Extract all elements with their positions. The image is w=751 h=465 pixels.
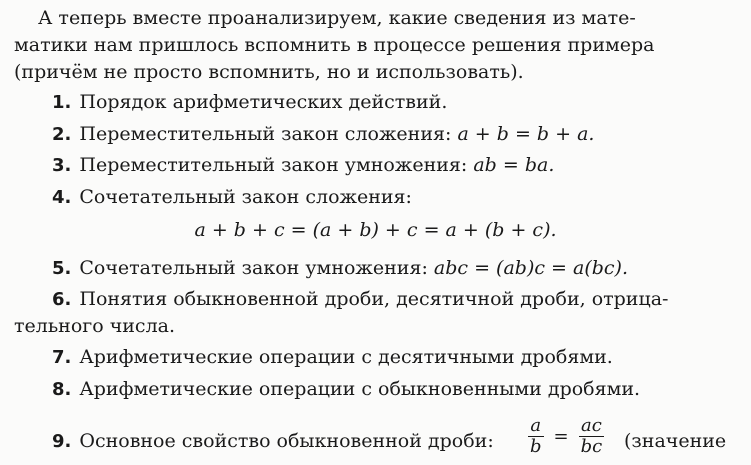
item-formula: ab = ba.: [473, 154, 555, 176]
fraction-equation: [528, 416, 604, 457]
list-item: [52, 185, 412, 210]
fraction-denominator: b: [530, 436, 542, 457]
fraction-denominator: bc: [580, 436, 603, 457]
display-formula: a + b + c = (a + b) + c = a + (b + c).: [194, 219, 557, 241]
item-text: Сочетательный закон сложения:: [79, 186, 412, 208]
item-number: 6.: [52, 289, 72, 310]
item-continuation: тельного числа.: [14, 315, 176, 337]
fraction-ac-over-bc: [579, 416, 605, 457]
item-text: Арифметические операции с обыкновенными дробями.: [79, 378, 641, 400]
fraction-a-over-b: [528, 416, 544, 457]
list-item: [52, 287, 668, 312]
item-tail: (значение: [624, 430, 727, 452]
intro-line-3: (причём не просто вспомнить, но и использовать).: [14, 61, 524, 83]
item-text: Порядок арифметических действий.: [79, 91, 448, 113]
item-number: 7.: [52, 347, 72, 368]
item-text: Переместительный закон сложения:: [79, 123, 458, 145]
item-number: 5.: [52, 258, 72, 279]
list-item: [52, 377, 640, 402]
item-number: 4.: [52, 187, 72, 208]
item-formula: abc = (ab)c = a(bc).: [433, 257, 628, 279]
item-number: 8.: [52, 379, 72, 400]
list-item: [52, 122, 594, 147]
item-text: Арифметические операции с десятичными дробями.: [79, 346, 613, 368]
list-item: [52, 429, 494, 454]
equals-sign: =: [553, 426, 569, 447]
item-number: 3.: [52, 155, 72, 176]
list-item: [52, 256, 628, 281]
item-text: Переместительный закон умножения:: [79, 154, 474, 176]
item-number: 1.: [52, 92, 72, 113]
fraction-numerator: a: [528, 416, 544, 437]
item-number: 2.: [52, 124, 72, 145]
item-text: Понятия обыкновенной дроби, десятичной дроби, отрица-: [79, 288, 669, 310]
list-item: [52, 345, 613, 370]
item-text: Основное свойство обыкновенной дроби:: [79, 430, 494, 452]
intro-line-2: матики нам пришлось вспомнить в процессе решения примера: [14, 34, 655, 56]
list-item: [52, 153, 554, 178]
item-formula: a + b = b + a.: [457, 123, 595, 145]
item-text: Сочетательный закон умножения:: [79, 257, 434, 279]
item-number: 9.: [52, 431, 72, 452]
list-item: [52, 90, 447, 115]
fraction-numerator: ac: [579, 416, 605, 437]
intro-line-1: А теперь вместе проанализируем, какие сведения из мате-: [38, 7, 636, 29]
